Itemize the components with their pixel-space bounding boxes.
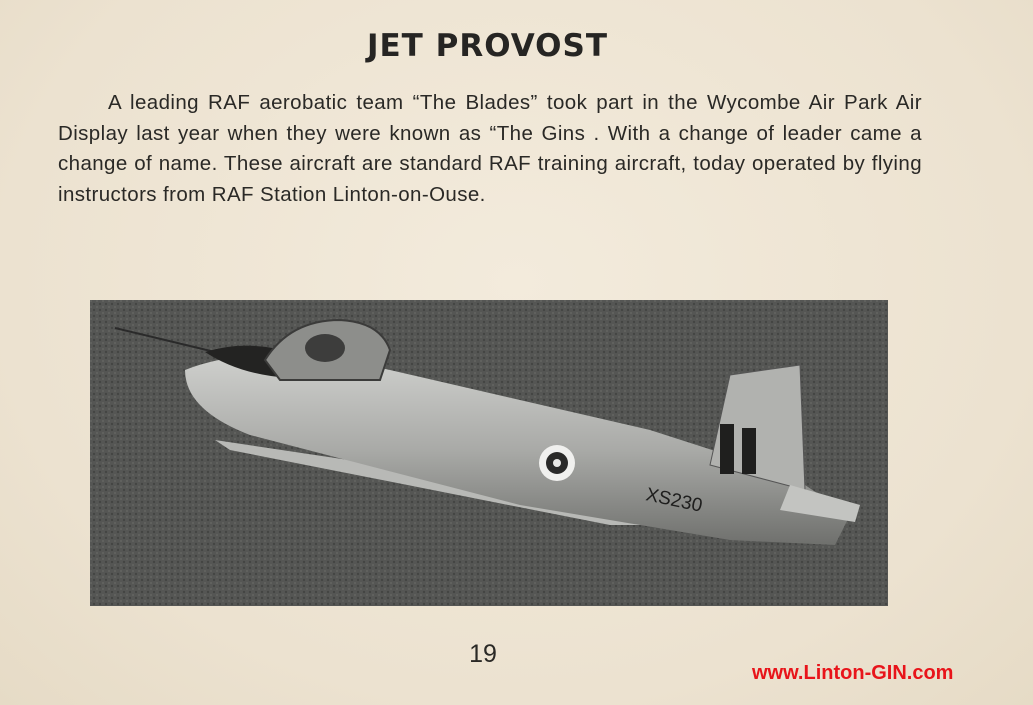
pilot <box>305 334 345 362</box>
body-paragraph: A leading RAF aerobatic team “The Blades” took part in the Wycombe Air Park Air Display last year when they were known as “The Gins . With a change of leader came a change of name. These aircraft are standard RAF training aircraft, today operated by flying instructors from RAF Station Linton-on-Ouse. <box>58 91 922 206</box>
aircraft-photo <box>90 300 888 606</box>
website-watermark: www.Linton-GIN.com <box>752 662 954 684</box>
aircraft-serial: XS230 <box>643 484 705 517</box>
fin-flash-stripe <box>720 424 734 474</box>
page-title: JET PROVOST <box>366 28 609 64</box>
page-number: 19 <box>469 640 497 668</box>
aircraft-photo-illustration <box>90 300 888 606</box>
fin-flash-stripe <box>742 428 756 474</box>
